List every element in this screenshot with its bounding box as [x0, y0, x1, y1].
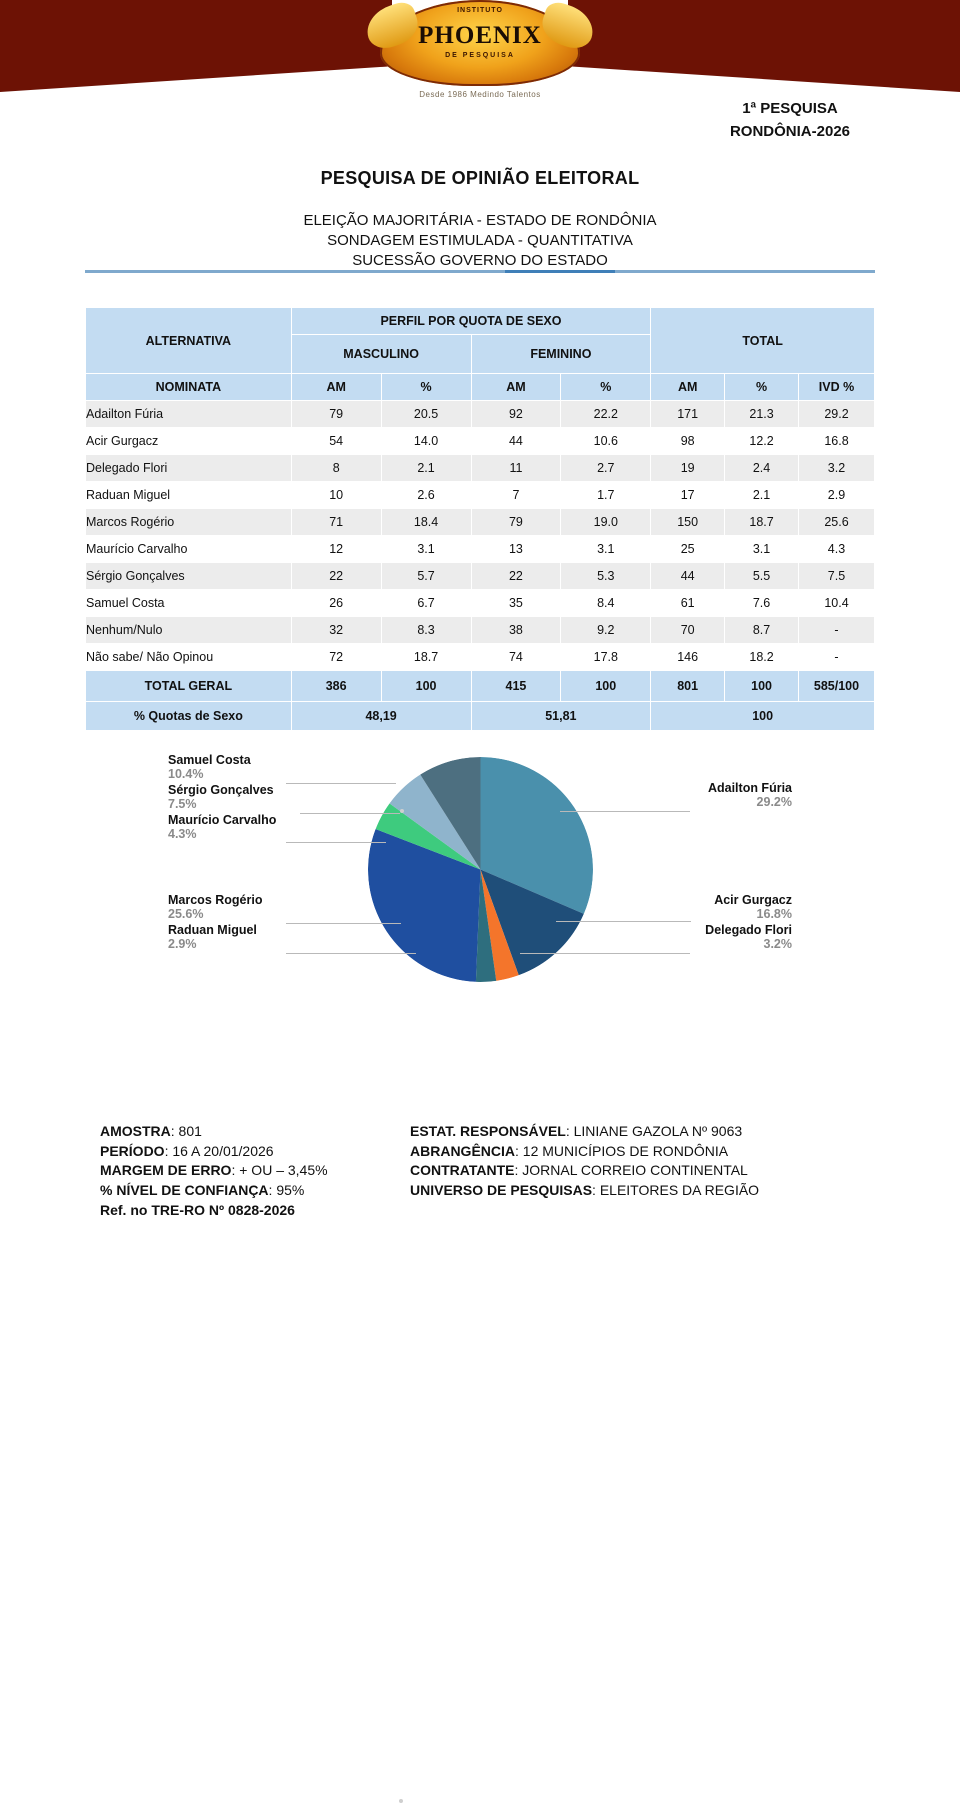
row-fem-pct: 2.7 [561, 455, 651, 482]
footer-ref-label: Ref. no TRE-RO Nº 0828-2026 [100, 1202, 295, 1219]
leader-line-mauricio [286, 842, 386, 843]
footer-periodo-value: : 16 A 20/01/2026 [164, 1142, 274, 1159]
table-row [86, 509, 875, 536]
pie-label-flori-name: Delegado Flori [705, 923, 792, 938]
pie-label-marcos-name: Marcos Rogério [168, 893, 263, 908]
footer-metadata [0, 1122, 960, 1221]
row-ivd: 25.6 [799, 509, 875, 536]
row-fem-am: 79 [471, 509, 561, 536]
row-candidate-name: Não sabe/ Não Opinou [86, 644, 292, 671]
leader-line-adailton [560, 811, 690, 812]
row-masc-am: 54 [291, 428, 381, 455]
pie-chart-svg [368, 757, 593, 982]
row-ivd: 10.4 [799, 590, 875, 617]
page-title: PESQUISA DE OPINIÃO ELEITORAL [320, 168, 640, 188]
total-row-label: TOTAL GERAL [86, 671, 292, 702]
footer-estat-value: : LINIANE GAZOLA Nº 9063 [565, 1122, 743, 1139]
footer-periodo-label: PERÍODO [100, 1142, 165, 1159]
footer-universo [410, 1181, 759, 1201]
row-total-pct: 7.6 [725, 590, 799, 617]
results-table [85, 307, 875, 731]
table-row [86, 428, 875, 455]
document-titles [0, 168, 960, 270]
footer-margem-value: : + OU – 3,45% [231, 1162, 328, 1179]
row-ivd: - [799, 644, 875, 671]
quota-feminino-value: 51,81 [471, 702, 651, 731]
row-total-am: 70 [651, 617, 725, 644]
table-row [86, 590, 875, 617]
row-candidate-name: Marcos Rogério [86, 509, 292, 536]
logo-tagline: Desde 1986 Medindo Talentos [419, 90, 541, 99]
footer-confianca [100, 1181, 400, 1201]
subtitle-line-3: SUCESSÃO GOVERNO DO ESTADO [352, 251, 608, 269]
banner-left-shape [0, 0, 392, 92]
table-row [86, 482, 875, 509]
pie-label-mauricio-pct: 4.3% [168, 827, 197, 842]
pie-label-adailton-pct: 29.2% [756, 795, 792, 810]
footer-confianca-label: % NÍVEL DE CONFIANÇA [100, 1182, 269, 1199]
leader-line-marcos [286, 923, 401, 924]
row-masc-am: 79 [291, 401, 381, 428]
total-masc-pct: 100 [381, 671, 471, 702]
row-ivd: 7.5 [799, 563, 875, 590]
row-masc-am: 10 [291, 482, 381, 509]
footer-confianca-value: : 95% [268, 1182, 305, 1199]
row-total-am: 146 [651, 644, 725, 671]
header-ivd-pct: IVD % [799, 374, 875, 401]
banner-right-shape [568, 0, 960, 92]
row-total-pct: 18.2 [725, 644, 799, 671]
row-total-pct: 12.2 [725, 428, 799, 455]
row-total-pct: 18.7 [725, 509, 799, 536]
footer-abrangencia-value: : 12 MUNICÍPIOS DE RONDÔNIA [515, 1142, 729, 1159]
row-total-pct: 2.4 [725, 455, 799, 482]
leader-line-flori [520, 953, 690, 954]
row-total-pct: 21.3 [725, 401, 799, 428]
row-masc-am: 71 [291, 509, 381, 536]
footer-contratante-label: CONTRATANTE [410, 1162, 515, 1179]
row-fem-pct: 1.7 [561, 482, 651, 509]
survey-identifier [730, 98, 850, 143]
row-total-am: 61 [651, 590, 725, 617]
logo-name-text: PHOENIX [418, 22, 542, 49]
row-fem-am: 7 [471, 482, 561, 509]
leader-line-raduan [286, 953, 416, 954]
row-ivd: 2.9 [799, 482, 875, 509]
table-row [86, 644, 875, 671]
total-total-pct: 100 [725, 671, 799, 702]
footer-ref [100, 1201, 400, 1221]
table-row [86, 617, 875, 644]
leader-line-sergio [300, 813, 400, 814]
row-masc-am: 32 [291, 617, 381, 644]
row-fem-pct: 17.8 [561, 644, 651, 671]
total-masc-am: 386 [291, 671, 381, 702]
pie-label-flori-pct: 3.2% [763, 937, 792, 952]
footer-amostra-label: AMOSTRA [100, 1122, 171, 1139]
total-fem-pct: 100 [561, 671, 651, 702]
row-candidate-name: Acir Gurgacz [86, 428, 292, 455]
table-top-rule [85, 270, 875, 273]
row-candidate-name: Adailton Fúria [86, 401, 292, 428]
header-fem-am: AM [471, 374, 561, 401]
total-fem-am: 415 [471, 671, 561, 702]
header-banner [0, 0, 960, 99]
row-masc-pct: 3.1 [381, 536, 471, 563]
logo-subtitle-text: DE PESQUISA [445, 52, 515, 59]
table-row [86, 401, 875, 428]
row-fem-pct: 3.1 [561, 536, 651, 563]
pie-label-flori [572, 923, 792, 951]
footer-contratante-value: : JORNAL CORREIO CONTINENTAL [514, 1162, 748, 1179]
survey-region: RONDÔNIA-2026 [729, 122, 850, 140]
header-fem-pct: % [561, 374, 651, 401]
pie-label-raduan-pct: 2.9% [168, 937, 197, 952]
pie-label-samuel-pct: 10.4% [168, 767, 204, 782]
row-fem-pct: 8.4 [561, 590, 651, 617]
row-masc-pct: 5.7 [381, 563, 471, 590]
row-total-am: 171 [651, 401, 725, 428]
subtitle-line-1: ELEIÇÃO MAJORITÁRIA - ESTADO DE RONDÔNIA [303, 212, 657, 229]
pie-label-sergio [168, 783, 274, 811]
header-total: TOTAL [651, 308, 875, 374]
row-masc-pct: 18.7 [381, 644, 471, 671]
footer-left-column [100, 1122, 400, 1221]
subtitle-line-2: SONDAGEM ESTIMULADA - QUANTITATIVA [327, 231, 633, 249]
total-row [86, 671, 875, 702]
header-masc-pct: % [381, 374, 471, 401]
quota-row-label: % Quotas de Sexo [86, 702, 292, 731]
row-masc-pct: 14.0 [381, 428, 471, 455]
row-fem-am: 44 [471, 428, 561, 455]
row-fem-am: 74 [471, 644, 561, 671]
header-total-am: AM [651, 374, 725, 401]
footer-abrangencia-label: ABRANGÊNCIA [410, 1142, 515, 1159]
header-nominata: NOMINATA [86, 374, 292, 401]
pie-label-acir-pct: 16.8% [756, 907, 792, 922]
footer-contratante [410, 1161, 759, 1181]
row-ivd: - [799, 617, 875, 644]
row-masc-pct: 18.4 [381, 509, 471, 536]
row-candidate-name: Sérgio Gonçalves [86, 563, 292, 590]
row-candidate-name: Samuel Costa [86, 590, 292, 617]
row-total-am: 25 [651, 536, 725, 563]
header-feminino: FEMININO [471, 335, 651, 374]
pie-label-adailton-name: Adailton Fúria [707, 781, 792, 796]
pie-label-mauricio-name: Maurício Carvalho [168, 813, 277, 828]
header-masculino: MASCULINO [291, 335, 471, 374]
table-row [86, 563, 875, 590]
row-total-am: 150 [651, 509, 725, 536]
header-perfil-quota-sexo: PERFIL POR QUOTA DE SEXO [291, 308, 651, 335]
phoenix-bird-icon [380, 0, 580, 86]
row-masc-pct: 2.6 [381, 482, 471, 509]
footer-margem-label: MARGEM DE ERRO [100, 1162, 232, 1179]
footer-universo-label: UNIVERSO DE PESQUISAS [410, 1182, 593, 1199]
row-candidate-name: Maurício Carvalho [86, 536, 292, 563]
row-fem-am: 11 [471, 455, 561, 482]
total-total-am: 801 [651, 671, 725, 702]
pie-label-raduan [168, 923, 257, 951]
footer-estat-label: ESTAT. RESPONSÁVEL [410, 1122, 566, 1139]
row-total-am: 17 [651, 482, 725, 509]
pie-label-acir-name: Acir Gurgacz [714, 893, 792, 908]
row-total-am: 98 [651, 428, 725, 455]
pie-label-raduan-name: Raduan Miguel [168, 923, 257, 938]
row-masc-pct: 6.7 [381, 590, 471, 617]
survey-number: 1ª PESQUISA [742, 100, 838, 117]
row-fem-am: 38 [471, 617, 561, 644]
row-fem-pct: 19.0 [561, 509, 651, 536]
row-candidate-name: Nenhum/Nulo [86, 617, 292, 644]
quota-total-value: 100 [651, 702, 875, 731]
row-total-am: 44 [651, 563, 725, 590]
pie-label-marcos-pct: 25.6% [168, 907, 204, 922]
header-alternativa: ALTERNATIVA [86, 308, 292, 374]
quota-row [86, 702, 875, 731]
leader-line-acir [556, 921, 691, 922]
table-top-rule-accent [505, 270, 615, 273]
row-masc-pct: 8.3 [381, 617, 471, 644]
phoenix-logo [375, 0, 585, 110]
results-pie-chart [0, 753, 960, 987]
table-row [86, 455, 875, 482]
row-fem-pct: 9.2 [561, 617, 651, 644]
row-ivd: 16.8 [799, 428, 875, 455]
pie-label-marcos [168, 893, 262, 921]
pie-marker-dot [399, 1799, 403, 1803]
footer-universo-value: : ELEITORES DA REGIÃO [592, 1182, 760, 1199]
row-ivd: 3.2 [799, 455, 875, 482]
total-ivd: 585/100 [799, 671, 875, 702]
pie-label-acir [572, 893, 792, 921]
quota-masculino-value: 48,19 [291, 702, 471, 731]
row-masc-pct: 20.5 [381, 401, 471, 428]
row-masc-am: 72 [291, 644, 381, 671]
row-ivd: 4.3 [799, 536, 875, 563]
row-masc-pct: 2.1 [381, 455, 471, 482]
footer-estat [410, 1122, 759, 1142]
pie-label-sergio-name: Sérgio Gonçalves [168, 783, 274, 798]
footer-abrangencia [410, 1142, 759, 1162]
pie-label-samuel-name: Samuel Costa [168, 753, 251, 768]
header-masc-am: AM [291, 374, 381, 401]
row-total-pct: 3.1 [725, 536, 799, 563]
row-fem-am: 22 [471, 563, 561, 590]
row-total-am: 19 [651, 455, 725, 482]
footer-amostra-value: : 801 [170, 1122, 202, 1139]
logo-institute-text: INSTITUTO [457, 7, 503, 14]
row-fem-pct: 22.2 [561, 401, 651, 428]
row-total-pct: 8.7 [725, 617, 799, 644]
footer-amostra [100, 1122, 400, 1142]
row-fem-am: 92 [471, 401, 561, 428]
row-fem-pct: 10.6 [561, 428, 651, 455]
footer-right-column [410, 1122, 759, 1221]
row-masc-am: 22 [291, 563, 381, 590]
row-total-pct: 2.1 [725, 482, 799, 509]
header-total-pct: % [725, 374, 799, 401]
row-candidate-name: Delegado Flori [86, 455, 292, 482]
footer-margem [100, 1161, 400, 1181]
row-masc-am: 12 [291, 536, 381, 563]
row-fem-pct: 5.3 [561, 563, 651, 590]
pie-label-adailton [572, 781, 792, 809]
results-table-wrapper [85, 307, 875, 731]
row-candidate-name: Raduan Miguel [86, 482, 292, 509]
table-row [86, 536, 875, 563]
pie-label-sergio-pct: 7.5% [168, 797, 197, 812]
row-fem-am: 13 [471, 536, 561, 563]
row-total-pct: 5.5 [725, 563, 799, 590]
footer-periodo [100, 1142, 400, 1162]
row-masc-am: 8 [291, 455, 381, 482]
row-fem-am: 35 [471, 590, 561, 617]
row-masc-am: 26 [291, 590, 381, 617]
pie-label-samuel [168, 753, 251, 781]
row-ivd: 29.2 [799, 401, 875, 428]
leader-line-samuel [286, 783, 396, 784]
pie-label-mauricio [168, 813, 276, 841]
